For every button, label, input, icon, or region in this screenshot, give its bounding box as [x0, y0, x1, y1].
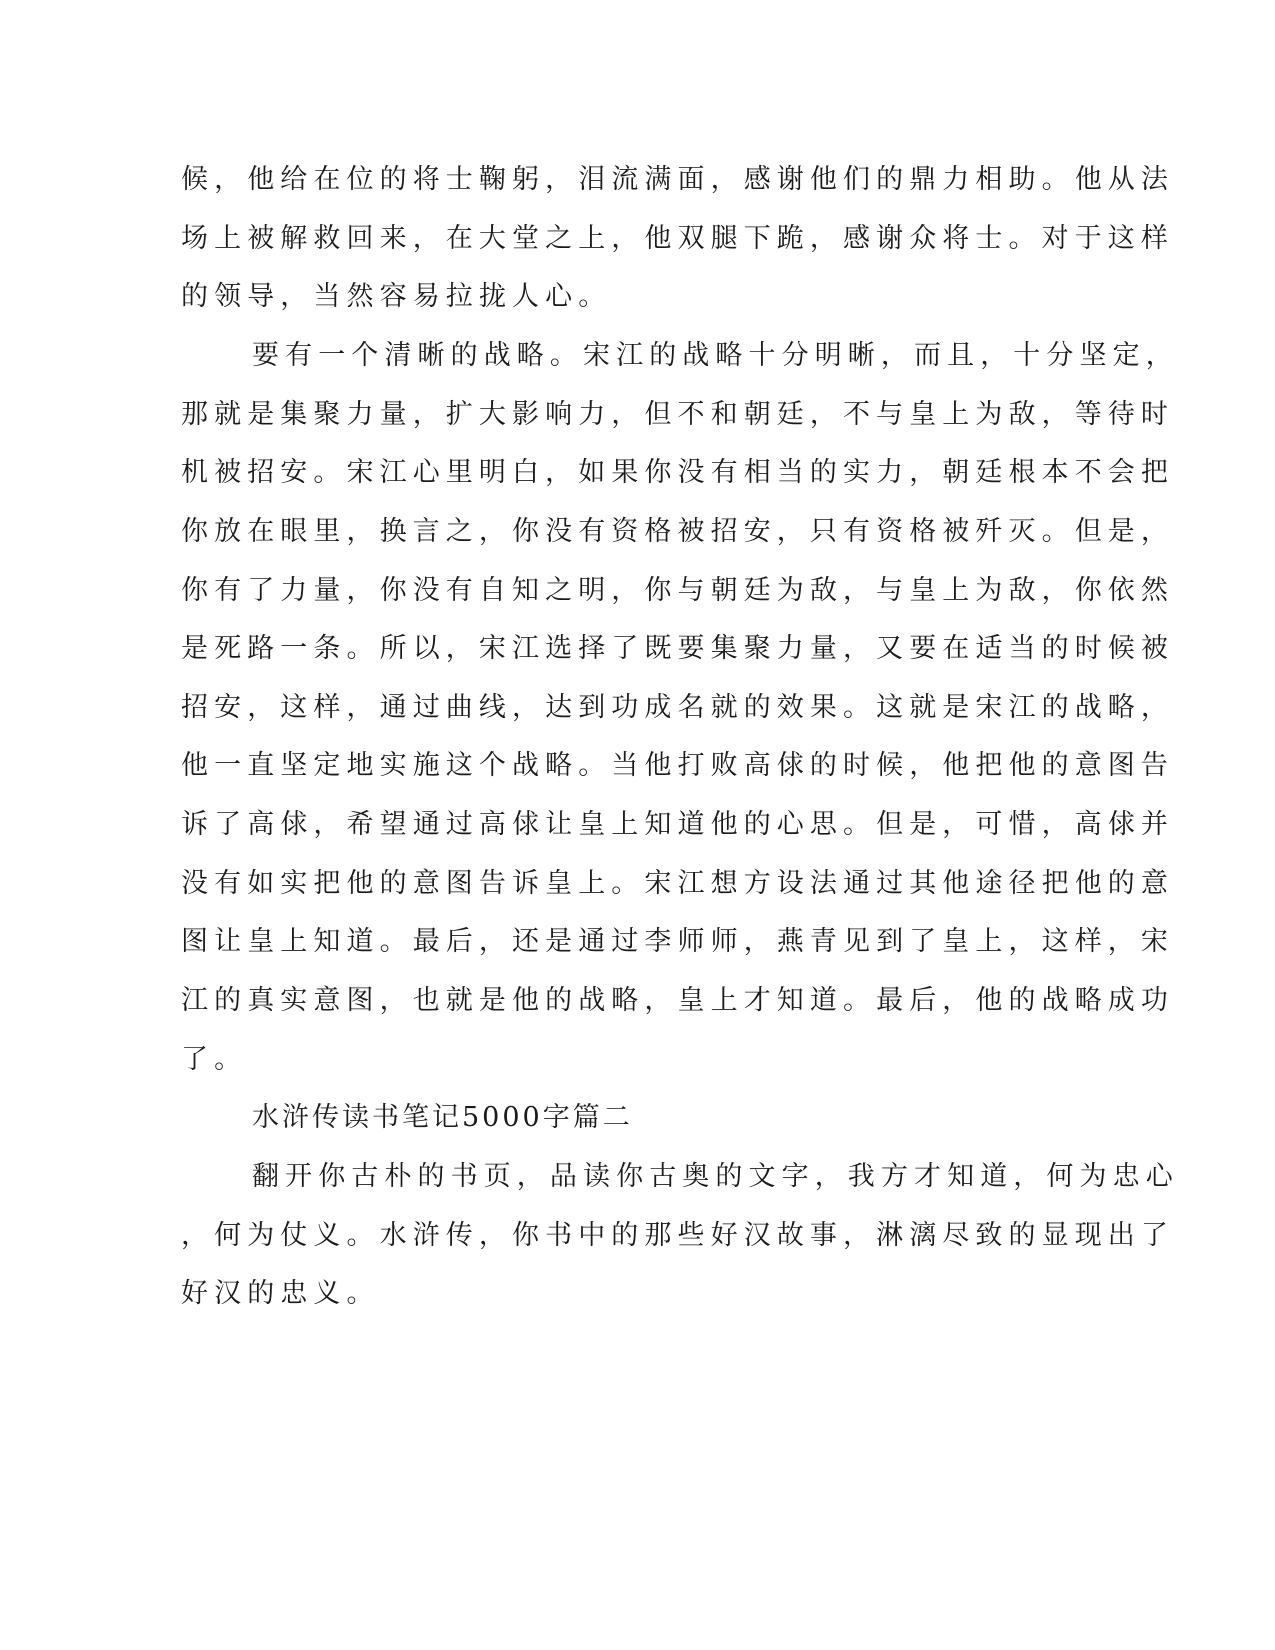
- paragraph-line: 图让皇上知道。最后，还是通过李师师，燕青见到了皇上，这样，宋: [181, 926, 1174, 957]
- paragraph-line: 他一直坚定地实施这个战略。当他打败高俅的时候，他把他的意图告: [181, 750, 1174, 781]
- paragraph-line: 你放在眼里，换言之，你没有资格被招安，只有资格被歼灭。但是，: [181, 516, 1174, 547]
- paragraph-line: 没有如实把他的意图告诉皇上。宋江想方设法通过其他途径把他的意: [181, 868, 1174, 899]
- paragraph-line: 场上被解救回来，在大堂之上，他双腿下跪，感谢众将士。对于这样: [181, 223, 1174, 254]
- section-heading: 水浒传读书笔记5000字篇二: [252, 1102, 633, 1133]
- paragraph-line: 翻开你古朴的书页，品读你古奥的文字，我方才知道，何为忠心: [252, 1161, 1179, 1192]
- paragraph-line: 候，他给在位的将士鞠躬，泪流满面，感谢他们的鼎力相助。他从法: [181, 164, 1174, 195]
- paragraph-line: ，何为仗义。水浒传，你书中的那些好汉故事，淋漓尽致的显现出了: [181, 1220, 1174, 1251]
- paragraph-line: 诉了高俅，希望通过高俅让皇上知道他的心思。但是，可惜，高俅并: [181, 809, 1174, 840]
- paragraph-line: 你有了力量，你没有自知之明，你与朝廷为敌，与皇上为敌，你依然: [181, 575, 1174, 606]
- paragraph-line: 江的真实意图，也就是他的战略，皇上才知道。最后，他的战略成功: [181, 985, 1174, 1016]
- paragraph-line: 好汉的忠义。: [181, 1278, 380, 1309]
- paragraph-line: 要有一个清晰的战略。宋江的战略十分明晰，而且，十分坚定，: [252, 340, 1179, 371]
- paragraph-line: 那就是集聚力量，扩大影响力，但不和朝廷，不与皇上为敌，等待时: [181, 399, 1174, 430]
- paragraph-line: 的领导，当然容易拉拢人心。: [181, 281, 612, 312]
- paragraph-line: 机被招安。宋江心里明白，如果你没有相当的实力，朝廷根本不会把: [181, 457, 1174, 488]
- paragraph-line: 招安，这样，通过曲线，达到功成名就的效果。这就是宋江的战略，: [181, 692, 1174, 723]
- paragraph-line: 了。: [181, 1044, 248, 1075]
- paragraph-line: 是死路一条。所以，宋江选择了既要集聚力量，又要在适当的时候被: [181, 633, 1174, 664]
